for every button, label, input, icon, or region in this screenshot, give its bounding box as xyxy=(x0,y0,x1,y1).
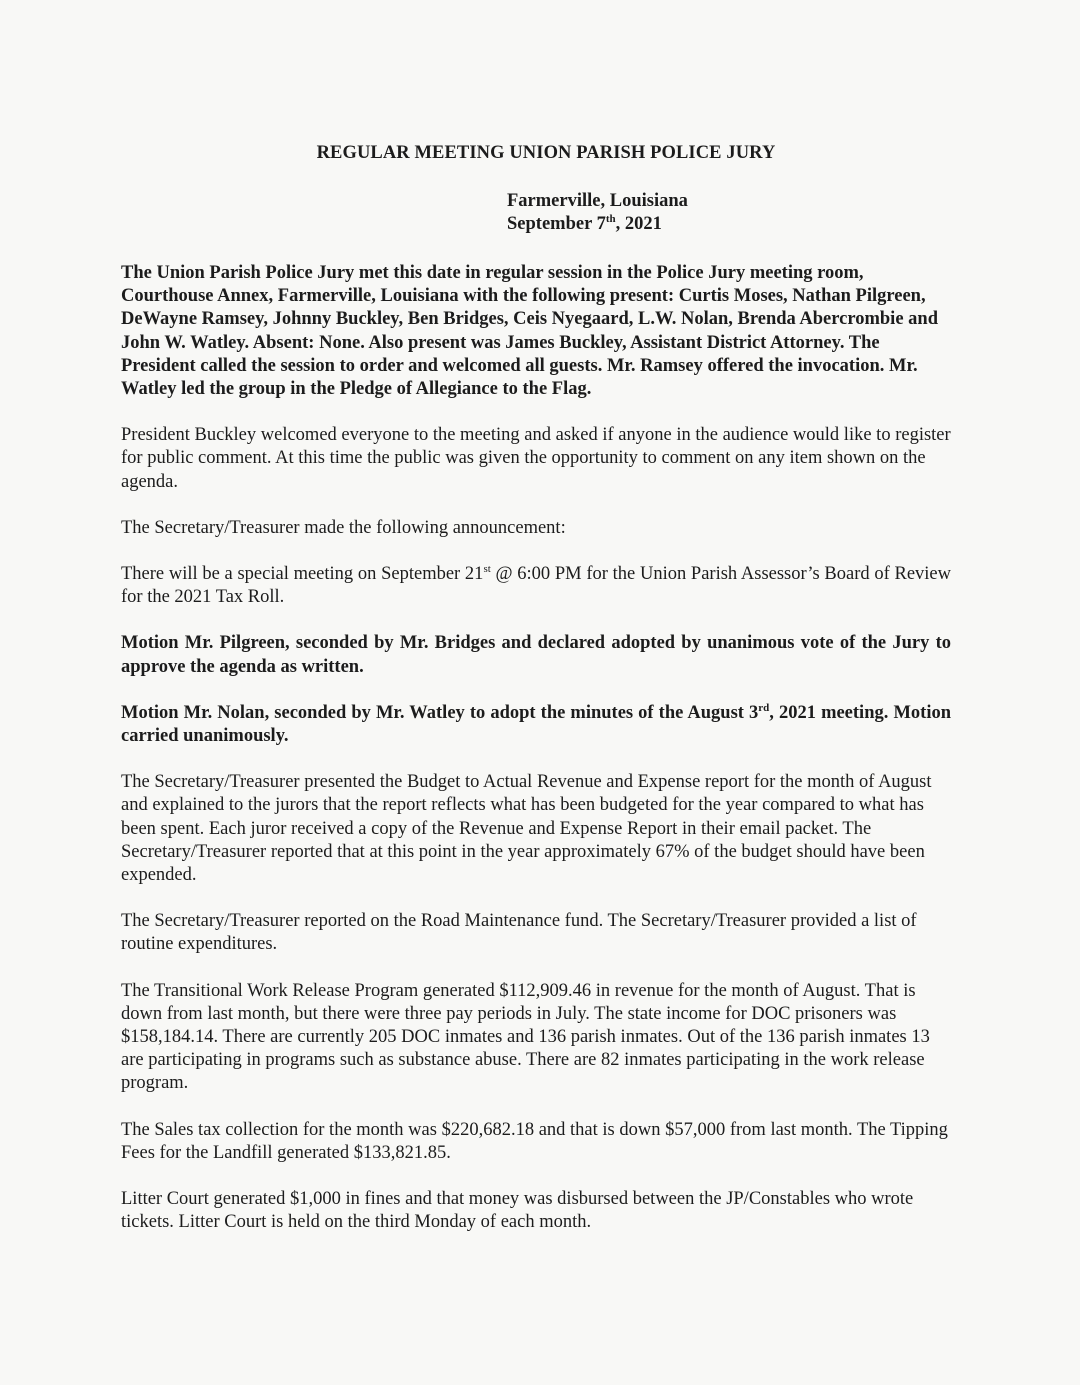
meeting-location: Farmerville, Louisiana xyxy=(507,191,688,211)
road-maintenance-paragraph: The Secretary/Treasurer reported on the Road Maintenance fund. The Secretary/Treasurer provided a list of routine expenditures. xyxy=(121,911,917,955)
minutes-body xyxy=(121,262,951,1258)
litter-court-paragraph: Litter Court generated $1,000 in fines and that money was disbursed between the JP/Constables who wrote tickets. Litter Court is held on the third Monday of each month. xyxy=(121,1189,914,1233)
public-comment-paragraph: President Buckley welcomed everyone to the meeting and asked if anyone in the audience would like to register for public comment. At this time the public was given the opportunity to comment on any item shown on the agenda. xyxy=(121,425,951,492)
sales-tax-paragraph: The Sales tax collection for the month was $220,682.18 and that is down $57,000 from last month. The Tipping Fees for the Landfill generated $133,821.85. xyxy=(121,1119,948,1163)
budget-report-paragraph: The Secretary/Treasurer presented the Budget to Actual Revenue and Expense report for the month of August and explained to the jurors that the report reflects what has been budgeted for the year compared to what has been spent. Each juror received a copy of the Revenue and Expense Report in their email packet. The Secretary/Treasurer reported that at this point in the year approximately 67% of the budget should have been expended. xyxy=(121,772,932,886)
agenda-motion-paragraph: Motion Mr. Pilgreen, seconded by Mr. Bridges and declared adopted by unanimous vote of the Jury to approve the agenda as written. xyxy=(121,633,951,677)
attendance-paragraph: The Union Parish Police Jury met this date in regular session in the Police Jury meeting room, Courthouse Annex, Farmerville, Louisiana with the following present: Curtis Moses, Nathan Pilgreen, DeWayne Ramsey, Johnny Buckley, Ben Bridges, Ceis Nyegaard, L.W. Nolan, Brenda Abercrombie and John W. Watley. Absent: None. Also present was James Buckley, Assistant District Attorney. The President called the session to order and welcomed all guests. Mr. Ramsey offered the invocation. Mr. Watley led the group in the Pledge of Allegiance to the Flag. xyxy=(121,263,938,400)
meeting-date: September 7th, 2021 xyxy=(507,212,662,234)
minutes-motion-paragraph: Motion Mr. Nolan, seconded by Mr. Watley to adopt the minutes of the August 3rd, 2021 meeting. Motion carried unanimously. xyxy=(121,701,951,747)
document-title: REGULAR MEETING UNION PARISH POLICE JURY xyxy=(316,143,776,163)
work-release-paragraph: The Transitional Work Release Program generated $112,909.46 in revenue for the month of August. That is down from last month, but there were three pay periods in July. The state income for DOC prisoners was $158,184.14. There are currently 205 DOC inmates and 136 parish inmates. Out of the 136 parish inmates 13 are participating in programs such as substance abuse. There are 82 inmates participating in the work release program. xyxy=(121,980,930,1094)
special-meeting-paragraph: There will be a special meeting on September 21st @ 6:00 PM for the Union Parish Assessor’s Board of Review for the 2021 Tax Roll. xyxy=(121,562,951,608)
announcement-intro-paragraph: The Secretary/Treasurer made the following announcement: xyxy=(121,517,566,538)
location-date-block xyxy=(507,190,688,236)
